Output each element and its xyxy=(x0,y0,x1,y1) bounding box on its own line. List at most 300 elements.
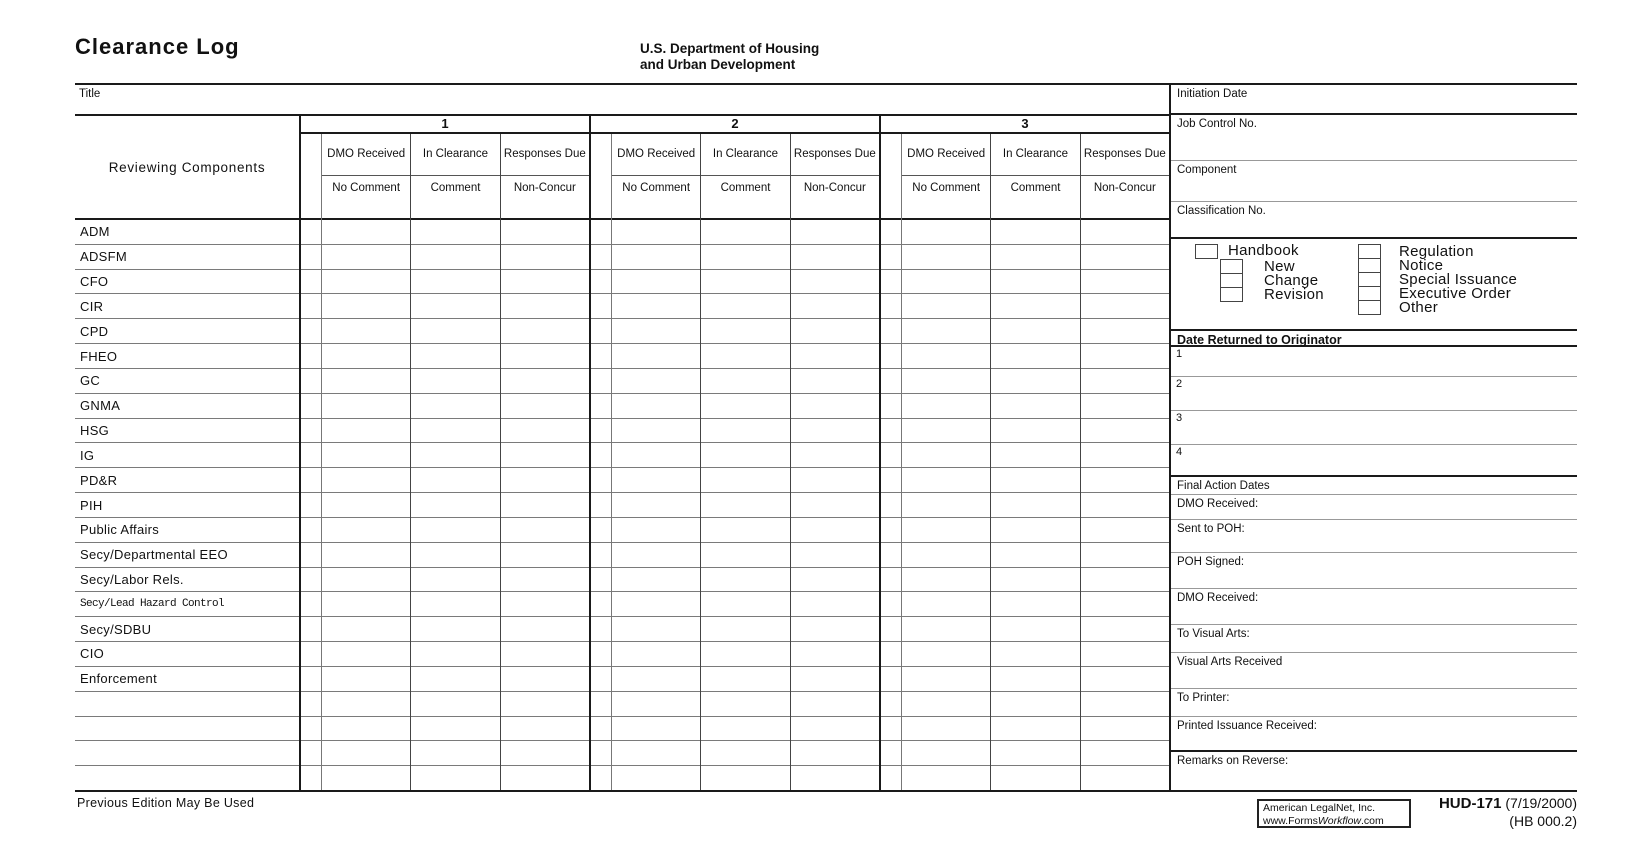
grid-cell[interactable] xyxy=(322,592,410,617)
grid-cell[interactable] xyxy=(322,294,410,319)
grid-cell[interactable] xyxy=(301,220,321,245)
grid-cell[interactable] xyxy=(591,220,611,245)
grid-cell[interactable] xyxy=(1081,543,1169,568)
grid-cell[interactable] xyxy=(991,617,1079,642)
grid-cell[interactable] xyxy=(612,394,700,419)
grid-cell[interactable] xyxy=(591,369,611,394)
date-returned-row-1[interactable] xyxy=(1171,347,1577,377)
grid-cell[interactable] xyxy=(902,294,990,319)
grid-cell[interactable] xyxy=(991,369,1079,394)
grid-cell[interactable] xyxy=(322,741,410,766)
grid-cell[interactable] xyxy=(501,468,589,493)
grid-cell[interactable] xyxy=(902,369,990,394)
grid-cell[interactable] xyxy=(1081,245,1169,270)
grid-cell[interactable] xyxy=(301,369,321,394)
grid-cell[interactable] xyxy=(1081,419,1169,444)
grid-cell[interactable] xyxy=(902,717,990,742)
date-returned-row-4[interactable] xyxy=(1171,445,1577,477)
grid-cell[interactable] xyxy=(1081,443,1169,468)
grid-cell[interactable] xyxy=(991,741,1079,766)
grid-cell[interactable] xyxy=(301,493,321,518)
date-returned-row-2[interactable] xyxy=(1171,377,1577,411)
grid-cell[interactable] xyxy=(322,270,410,295)
grid-cell[interactable] xyxy=(411,394,499,419)
grid-cell[interactable] xyxy=(902,766,990,790)
grid-cell[interactable] xyxy=(501,270,589,295)
grid-cell[interactable] xyxy=(791,717,879,742)
grid-cell[interactable] xyxy=(322,319,410,344)
grid-cell[interactable] xyxy=(591,642,611,667)
grid-cell[interactable] xyxy=(301,617,321,642)
grid-cell[interactable] xyxy=(881,568,901,593)
grid-cell[interactable] xyxy=(501,543,589,568)
grid-cell[interactable] xyxy=(501,394,589,419)
grid-cell[interactable] xyxy=(991,245,1079,270)
grid-cell[interactable] xyxy=(791,766,879,790)
grid-cell[interactable] xyxy=(322,766,410,790)
grid-cell[interactable] xyxy=(1081,667,1169,692)
grid-cell[interactable] xyxy=(591,394,611,419)
grid-cell[interactable] xyxy=(991,543,1079,568)
grid-cell[interactable] xyxy=(881,518,901,543)
field-job-control-no[interactable] xyxy=(1171,115,1577,161)
grid-cell[interactable] xyxy=(1081,568,1169,593)
grid-cell[interactable] xyxy=(591,692,611,717)
grid-cell[interactable] xyxy=(1081,270,1169,295)
field-dmo-received-3[interactable] xyxy=(1171,589,1577,625)
grid-cell[interactable] xyxy=(322,667,410,692)
grid-cell[interactable] xyxy=(902,642,990,667)
grid-cell[interactable] xyxy=(612,419,700,444)
grid-cell[interactable] xyxy=(501,493,589,518)
grid-cell[interactable] xyxy=(881,220,901,245)
grid-cell[interactable] xyxy=(991,468,1079,493)
grid-cell[interactable] xyxy=(701,592,789,617)
grid-cell[interactable] xyxy=(991,568,1079,593)
grid-cell[interactable] xyxy=(1081,493,1169,518)
grid-cell[interactable] xyxy=(301,294,321,319)
grid-cell[interactable] xyxy=(612,369,700,394)
grid-cell[interactable] xyxy=(301,642,321,667)
grid-cell[interactable] xyxy=(701,220,789,245)
grid-cell[interactable] xyxy=(881,344,901,369)
grid-cell[interactable] xyxy=(1081,344,1169,369)
grid-cell[interactable] xyxy=(791,617,879,642)
grid-cell[interactable] xyxy=(902,493,990,518)
grid-cell[interactable] xyxy=(701,518,789,543)
grid-cell[interactable] xyxy=(701,617,789,642)
new-checkbox[interactable] xyxy=(1220,259,1243,274)
revision-checkbox[interactable] xyxy=(1220,287,1243,302)
grid-cell[interactable] xyxy=(591,443,611,468)
grid-cell[interactable] xyxy=(411,543,499,568)
grid-cell[interactable] xyxy=(1081,617,1169,642)
grid-cell[interactable] xyxy=(301,419,321,444)
grid-cell[interactable] xyxy=(612,220,700,245)
grid-cell[interactable] xyxy=(411,667,499,692)
grid-cell[interactable] xyxy=(301,741,321,766)
grid-cell[interactable] xyxy=(991,270,1079,295)
grid-cell[interactable] xyxy=(991,642,1079,667)
grid-cell[interactable] xyxy=(612,642,700,667)
grid-cell[interactable] xyxy=(301,344,321,369)
field-initiation-date[interactable] xyxy=(1171,85,1577,115)
other-checkbox[interactable] xyxy=(1358,300,1381,315)
grid-cell[interactable] xyxy=(1081,468,1169,493)
grid-cell[interactable] xyxy=(612,294,700,319)
grid-cell[interactable] xyxy=(411,493,499,518)
grid-cell[interactable] xyxy=(881,270,901,295)
field-component[interactable] xyxy=(1171,161,1577,202)
grid-cell[interactable] xyxy=(791,741,879,766)
grid-cell[interactable] xyxy=(322,692,410,717)
grid-cell[interactable] xyxy=(701,692,789,717)
grid-cell[interactable] xyxy=(301,543,321,568)
grid-cell[interactable] xyxy=(701,642,789,667)
grid-cell[interactable] xyxy=(991,394,1079,419)
grid-cell[interactable] xyxy=(701,468,789,493)
grid-cell[interactable] xyxy=(501,642,589,667)
grid-cell[interactable] xyxy=(1081,518,1169,543)
grid-cell[interactable] xyxy=(301,518,321,543)
grid-cell[interactable] xyxy=(701,543,789,568)
grid-cell[interactable] xyxy=(591,344,611,369)
grid-cell[interactable] xyxy=(322,568,410,593)
grid-cell[interactable] xyxy=(591,319,611,344)
grid-cell[interactable] xyxy=(591,741,611,766)
grid-cell[interactable] xyxy=(881,419,901,444)
grid-cell[interactable] xyxy=(791,518,879,543)
field-classification-no[interactable] xyxy=(1171,202,1577,239)
grid-cell[interactable] xyxy=(991,220,1079,245)
grid-cell[interactable] xyxy=(791,394,879,419)
grid-cell[interactable] xyxy=(991,518,1079,543)
grid-cell[interactable] xyxy=(1081,592,1169,617)
grid-cell[interactable] xyxy=(902,741,990,766)
grid-cell[interactable] xyxy=(591,592,611,617)
grid-cell[interactable] xyxy=(411,369,499,394)
grid-cell[interactable] xyxy=(991,493,1079,518)
grid-cell[interactable] xyxy=(591,766,611,790)
grid-cell[interactable] xyxy=(612,468,700,493)
grid-cell[interactable] xyxy=(881,741,901,766)
grid-cell[interactable] xyxy=(591,568,611,593)
grid-cell[interactable] xyxy=(902,667,990,692)
grid-cell[interactable] xyxy=(411,443,499,468)
grid-cell[interactable] xyxy=(501,419,589,444)
grid-cell[interactable] xyxy=(991,692,1079,717)
regulation-checkbox[interactable] xyxy=(1358,244,1381,259)
grid-cell[interactable] xyxy=(701,493,789,518)
grid-cell[interactable] xyxy=(902,220,990,245)
grid-cell[interactable] xyxy=(322,344,410,369)
grid-cell[interactable] xyxy=(902,443,990,468)
grid-cell[interactable] xyxy=(612,518,700,543)
grid-cell[interactable] xyxy=(612,319,700,344)
grid-cell[interactable] xyxy=(701,741,789,766)
grid-cell[interactable] xyxy=(501,741,589,766)
grid-cell[interactable] xyxy=(322,419,410,444)
grid-cell[interactable] xyxy=(991,592,1079,617)
grid-cell[interactable] xyxy=(1081,717,1169,742)
grid-cell[interactable] xyxy=(411,245,499,270)
grid-cell[interactable] xyxy=(301,319,321,344)
grid-cell[interactable] xyxy=(501,568,589,593)
grid-cell[interactable] xyxy=(791,543,879,568)
grid-cell[interactable] xyxy=(791,270,879,295)
grid-cell[interactable] xyxy=(791,344,879,369)
grid-cell[interactable] xyxy=(501,369,589,394)
grid-cell[interactable] xyxy=(612,667,700,692)
grid-cell[interactable] xyxy=(1081,766,1169,790)
grid-cell[interactable] xyxy=(881,543,901,568)
grid-cell[interactable] xyxy=(501,667,589,692)
grid-cell[interactable] xyxy=(881,592,901,617)
grid-cell[interactable] xyxy=(411,617,499,642)
grid-cell[interactable] xyxy=(1081,394,1169,419)
grid-cell[interactable] xyxy=(881,642,901,667)
grid-cell[interactable] xyxy=(791,667,879,692)
field-remarks-on-reverse-8[interactable] xyxy=(1171,752,1577,790)
grid-cell[interactable] xyxy=(791,245,879,270)
grid-cell[interactable] xyxy=(1081,741,1169,766)
grid-cell[interactable] xyxy=(791,294,879,319)
grid-cell[interactable] xyxy=(881,692,901,717)
grid-cell[interactable] xyxy=(902,617,990,642)
grid-cell[interactable] xyxy=(701,419,789,444)
grid-cell[interactable] xyxy=(902,568,990,593)
field-printed-issuance-received-7[interactable] xyxy=(1171,717,1577,752)
grid-cell[interactable] xyxy=(301,667,321,692)
grid-cell[interactable] xyxy=(791,443,879,468)
grid-cell[interactable] xyxy=(501,592,589,617)
grid-cell[interactable] xyxy=(991,319,1079,344)
grid-cell[interactable] xyxy=(591,294,611,319)
grid-cell[interactable] xyxy=(902,270,990,295)
grid-cell[interactable] xyxy=(881,319,901,344)
grid-cell[interactable] xyxy=(301,717,321,742)
grid-cell[interactable] xyxy=(411,741,499,766)
grid-cell[interactable] xyxy=(1081,692,1169,717)
grid-cell[interactable] xyxy=(501,717,589,742)
grid-cell[interactable] xyxy=(881,717,901,742)
grid-cell[interactable] xyxy=(791,642,879,667)
grid-cell[interactable] xyxy=(991,294,1079,319)
grid-cell[interactable] xyxy=(411,592,499,617)
field-sent-to-poh-1[interactable] xyxy=(1171,520,1577,553)
grid-cell[interactable] xyxy=(991,443,1079,468)
grid-cell[interactable] xyxy=(991,419,1079,444)
grid-cell[interactable] xyxy=(1081,294,1169,319)
grid-cell[interactable] xyxy=(902,344,990,369)
grid-cell[interactable] xyxy=(501,617,589,642)
grid-cell[interactable] xyxy=(701,717,789,742)
grid-cell[interactable] xyxy=(411,568,499,593)
title-field[interactable] xyxy=(75,85,1167,113)
grid-cell[interactable] xyxy=(612,568,700,593)
grid-cell[interactable] xyxy=(881,294,901,319)
field-to-printer-6[interactable] xyxy=(1171,689,1577,717)
grid-cell[interactable] xyxy=(411,518,499,543)
grid-cell[interactable] xyxy=(322,394,410,419)
grid-cell[interactable] xyxy=(301,245,321,270)
grid-cell[interactable] xyxy=(991,667,1079,692)
grid-cell[interactable] xyxy=(591,419,611,444)
grid-cell[interactable] xyxy=(591,667,611,692)
grid-cell[interactable] xyxy=(791,493,879,518)
field-poh-signed-2[interactable] xyxy=(1171,553,1577,589)
grid-cell[interactable] xyxy=(1081,220,1169,245)
grid-cell[interactable] xyxy=(301,568,321,593)
grid-cell[interactable] xyxy=(411,344,499,369)
grid-cell[interactable] xyxy=(411,294,499,319)
grid-cell[interactable] xyxy=(902,245,990,270)
grid-cell[interactable] xyxy=(902,543,990,568)
grid-cell[interactable] xyxy=(591,617,611,642)
grid-cell[interactable] xyxy=(591,717,611,742)
grid-cell[interactable] xyxy=(591,245,611,270)
date-returned-row-3[interactable] xyxy=(1171,411,1577,445)
grid-cell[interactable] xyxy=(501,443,589,468)
grid-cell[interactable] xyxy=(1081,319,1169,344)
grid-cell[interactable] xyxy=(701,294,789,319)
grid-cell[interactable] xyxy=(881,766,901,790)
grid-cell[interactable] xyxy=(322,518,410,543)
grid-cell[interactable] xyxy=(322,543,410,568)
grid-cell[interactable] xyxy=(322,493,410,518)
grid-cell[interactable] xyxy=(612,741,700,766)
grid-cell[interactable] xyxy=(701,319,789,344)
grid-cell[interactable] xyxy=(902,592,990,617)
grid-cell[interactable] xyxy=(322,468,410,493)
grid-cell[interactable] xyxy=(322,245,410,270)
grid-cell[interactable] xyxy=(991,766,1079,790)
grid-cell[interactable] xyxy=(411,220,499,245)
grid-cell[interactable] xyxy=(791,568,879,593)
grid-cell[interactable] xyxy=(501,319,589,344)
grid-cell[interactable] xyxy=(322,443,410,468)
grid-cell[interactable] xyxy=(791,419,879,444)
grid-cell[interactable] xyxy=(301,270,321,295)
grid-cell[interactable] xyxy=(411,270,499,295)
grid-cell[interactable] xyxy=(902,319,990,344)
grid-cell[interactable] xyxy=(991,717,1079,742)
grid-cell[interactable] xyxy=(612,344,700,369)
grid-cell[interactable] xyxy=(701,369,789,394)
field-dmo-received-0[interactable] xyxy=(1171,495,1577,520)
grid-cell[interactable] xyxy=(591,270,611,295)
grid-cell[interactable] xyxy=(612,617,700,642)
grid-cell[interactable] xyxy=(791,369,879,394)
grid-cell[interactable] xyxy=(791,692,879,717)
grid-cell[interactable] xyxy=(991,344,1079,369)
grid-cell[interactable] xyxy=(501,220,589,245)
grid-cell[interactable] xyxy=(612,245,700,270)
grid-cell[interactable] xyxy=(881,493,901,518)
grid-cell[interactable] xyxy=(591,468,611,493)
grid-cell[interactable] xyxy=(301,692,321,717)
grid-cell[interactable] xyxy=(501,344,589,369)
grid-cell[interactable] xyxy=(701,568,789,593)
grid-cell[interactable] xyxy=(411,642,499,667)
special-issuance-checkbox[interactable] xyxy=(1358,272,1381,287)
grid-cell[interactable] xyxy=(411,468,499,493)
grid-cell[interactable] xyxy=(701,270,789,295)
grid-cell[interactable] xyxy=(612,692,700,717)
grid-cell[interactable] xyxy=(591,543,611,568)
grid-cell[interactable] xyxy=(301,394,321,419)
grid-cell[interactable] xyxy=(902,692,990,717)
grid-cell[interactable] xyxy=(612,543,700,568)
grid-cell[interactable] xyxy=(501,518,589,543)
grid-cell[interactable] xyxy=(701,443,789,468)
grid-cell[interactable] xyxy=(612,766,700,790)
grid-cell[interactable] xyxy=(881,394,901,419)
grid-cell[interactable] xyxy=(612,717,700,742)
grid-cell[interactable] xyxy=(902,394,990,419)
grid-cell[interactable] xyxy=(881,443,901,468)
grid-cell[interactable] xyxy=(501,294,589,319)
grid-cell[interactable] xyxy=(701,344,789,369)
grid-cell[interactable] xyxy=(301,468,321,493)
change-checkbox[interactable] xyxy=(1220,273,1243,288)
grid-cell[interactable] xyxy=(301,443,321,468)
grid-cell[interactable] xyxy=(902,518,990,543)
grid-cell[interactable] xyxy=(881,667,901,692)
grid-cell[interactable] xyxy=(612,493,700,518)
grid-cell[interactable] xyxy=(701,766,789,790)
grid-cell[interactable] xyxy=(791,468,879,493)
grid-cell[interactable] xyxy=(322,369,410,394)
grid-cell[interactable] xyxy=(791,220,879,245)
executive-order-checkbox[interactable] xyxy=(1358,286,1381,301)
grid-cell[interactable] xyxy=(411,692,499,717)
grid-cell[interactable] xyxy=(301,766,321,790)
grid-cell[interactable] xyxy=(1081,369,1169,394)
grid-cell[interactable] xyxy=(701,394,789,419)
grid-cell[interactable] xyxy=(701,245,789,270)
field-to-visual-arts-4[interactable] xyxy=(1171,625,1577,653)
grid-cell[interactable] xyxy=(501,766,589,790)
handbook-checkbox[interactable] xyxy=(1195,244,1218,259)
grid-cell[interactable] xyxy=(791,319,879,344)
grid-cell[interactable] xyxy=(1081,642,1169,667)
grid-cell[interactable] xyxy=(902,468,990,493)
grid-cell[interactable] xyxy=(612,443,700,468)
grid-cell[interactable] xyxy=(501,692,589,717)
grid-cell[interactable] xyxy=(322,642,410,667)
grid-cell[interactable] xyxy=(411,319,499,344)
grid-cell[interactable] xyxy=(881,468,901,493)
grid-cell[interactable] xyxy=(411,419,499,444)
grid-cell[interactable] xyxy=(881,617,901,642)
grid-cell[interactable] xyxy=(591,493,611,518)
grid-cell[interactable] xyxy=(881,369,901,394)
grid-cell[interactable] xyxy=(902,419,990,444)
grid-cell[interactable] xyxy=(501,245,589,270)
grid-cell[interactable] xyxy=(301,592,321,617)
grid-cell[interactable] xyxy=(322,717,410,742)
grid-cell[interactable] xyxy=(612,270,700,295)
grid-cell[interactable] xyxy=(411,717,499,742)
grid-cell[interactable] xyxy=(791,592,879,617)
field-visual-arts-received-5[interactable] xyxy=(1171,653,1577,689)
grid-cell[interactable] xyxy=(881,245,901,270)
grid-cell[interactable] xyxy=(612,592,700,617)
grid-cell[interactable] xyxy=(322,220,410,245)
grid-cell[interactable] xyxy=(322,617,410,642)
grid-cell[interactable] xyxy=(701,667,789,692)
